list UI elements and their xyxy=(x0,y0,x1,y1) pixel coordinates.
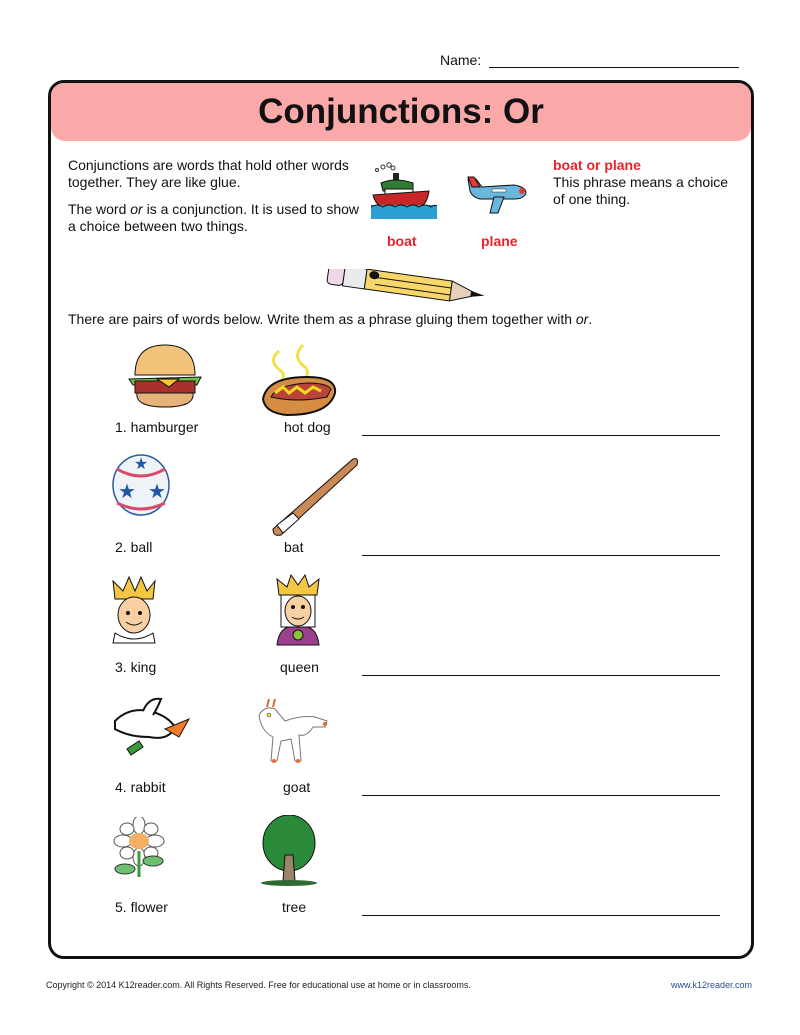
intro-paragraph-2: The word or is a conjunction. It is used to show a choice between two things. xyxy=(68,201,360,234)
exercise-row-4 xyxy=(51,701,751,821)
example-explanation: This phrase means a choice of one thing. xyxy=(553,174,729,207)
name-input-line[interactable] xyxy=(489,53,739,68)
worksheet-frame xyxy=(48,80,754,959)
name-label: Name: xyxy=(440,52,482,68)
exercise-5-answer-line[interactable] xyxy=(362,915,720,916)
goat-icon xyxy=(251,697,331,767)
queen-icon xyxy=(273,571,323,647)
svg-text:★: ★ xyxy=(133,456,149,473)
exercise-3-answer-line[interactable] xyxy=(362,675,720,676)
flower-icon xyxy=(111,817,167,877)
exercise-row-5 xyxy=(51,821,751,941)
page-title: Conjunctions: Or xyxy=(258,92,544,131)
exercise-row-1 xyxy=(51,341,751,461)
ball-icon xyxy=(111,453,171,517)
king-icon xyxy=(109,575,159,645)
rabbit-icon xyxy=(109,697,193,761)
exercise-3-word2: queen xyxy=(280,659,319,675)
name-field-row xyxy=(440,52,739,68)
exercise-1-answer-line[interactable] xyxy=(362,435,720,436)
example-word-boat: boat xyxy=(387,233,417,249)
pencil-icon xyxy=(323,269,493,305)
example-phrase: boat or plane xyxy=(553,157,641,173)
plane-icon xyxy=(464,171,528,215)
intro-paragraph-1: Conjunctions are words that hold other words together. They are like glue. xyxy=(68,157,349,190)
exercise-4-word1: 4. rabbit xyxy=(115,779,166,795)
exercise-1-word1: 1. hamburger xyxy=(115,419,199,435)
exercise-3-word1: 3. king xyxy=(115,659,157,675)
boat-icon xyxy=(371,161,439,221)
svg-text:★: ★ xyxy=(148,481,166,503)
exercise-2-answer-line[interactable] xyxy=(362,555,720,556)
exercise-5-word2: tree xyxy=(282,899,307,915)
exercise-1-word2: hot dog xyxy=(284,419,331,435)
hamburger-icon xyxy=(125,341,205,411)
exercise-4-answer-line[interactable] xyxy=(362,795,720,796)
bat-icon xyxy=(269,453,361,537)
copyright-footer: Copyright © 2014 K12reader.com. All Rights Reserved. Free for educational use at home or in classrooms. xyxy=(46,980,471,990)
exercise-row-2 xyxy=(51,456,751,581)
hot-dog-icon xyxy=(257,341,341,417)
tree-icon xyxy=(259,815,319,887)
instructions: There are pairs of words below. Write them as a phrase gluing them together with or. xyxy=(68,311,593,327)
exercise-4-word2: goat xyxy=(283,779,311,795)
exercise-2-word1: 2. ball xyxy=(115,539,153,555)
intro-text xyxy=(68,157,368,245)
example-word-plane: plane xyxy=(481,233,518,249)
exercise-2-word2: bat xyxy=(284,539,304,555)
svg-text:★: ★ xyxy=(118,481,136,503)
exercise-row-3 xyxy=(51,581,751,701)
website-link[interactable]: www.k12reader.com xyxy=(670,980,752,990)
example-note xyxy=(553,157,743,208)
exercise-5-word1: 5. flower xyxy=(115,899,168,915)
title-bar xyxy=(51,83,751,141)
